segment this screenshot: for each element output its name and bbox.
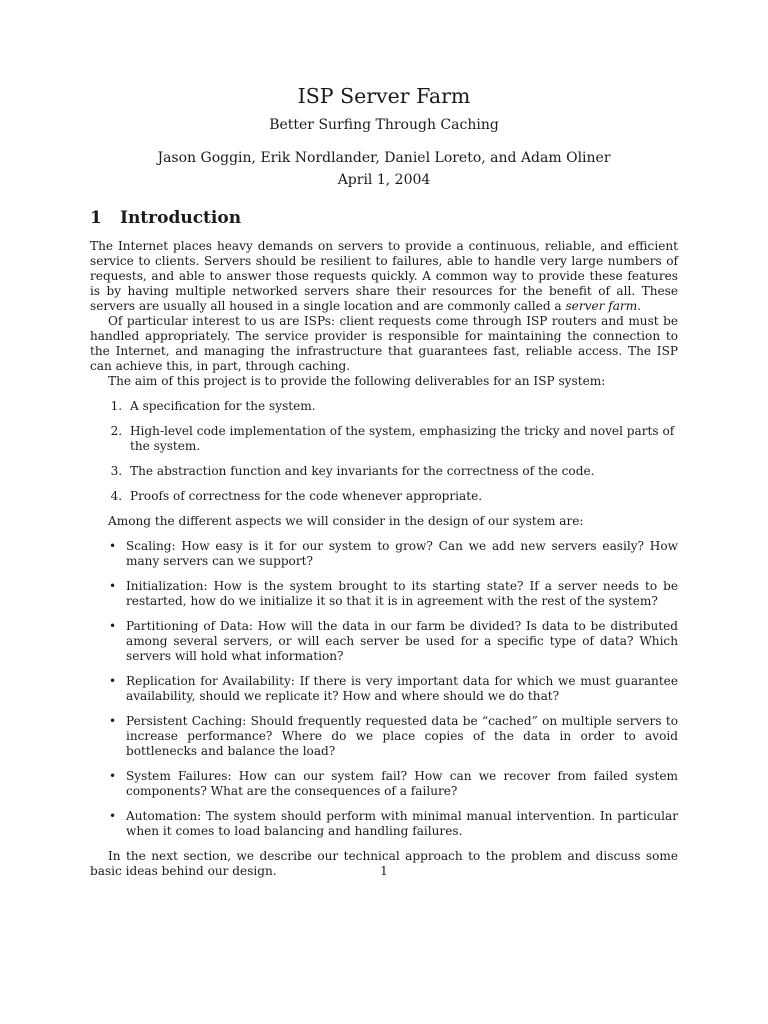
list-item	[109, 619, 678, 664]
list-item: 1. A specification for the system.	[126, 399, 678, 414]
aspects-intro: Among the different aspects we will consider in the design of our system are:	[108, 514, 584, 528]
intro-paragraph-1-end: .	[637, 299, 642, 313]
bullet-icon: •	[109, 539, 117, 553]
closing-paragraph: In the next section, we describe our technical approach to the problem and discuss some basic ideas behind our design.	[90, 849, 678, 878]
bullet-icon: •	[109, 579, 117, 593]
list-item	[109, 769, 678, 799]
list-item: 4. Proofs of correctness for the code whenever appropriate.	[126, 489, 678, 504]
aspect-text: Replication for Availability: If there is very important data for which we must guarantee availability, should we replicate it? How and where should we do that?	[126, 674, 678, 703]
list-item	[109, 539, 678, 569]
intro-paragraph-1-text: The Internet places heavy demands on servers to provide a continuous, reliable, and efficient service to clients. Servers should be resilient to failures, able to handle very large numbers of requests, and able to answer those requests quickly. A common way to provide these features is by having multiple networked servers share their resources for the benefit of all. These servers are usually all housed in a single location and are commonly called a	[90, 239, 678, 313]
list-item	[109, 579, 678, 609]
aspect-text: Persistent Caching: Should frequently requested data be “cached” on multiple servers to increase performance? Where do we place copies of the data in order to avoid bottlenecks and balance the load?	[126, 714, 678, 758]
bullet-icon: •	[109, 619, 117, 633]
section-heading	[90, 207, 678, 229]
bullet-icon: •	[109, 714, 117, 728]
paper-title: ISP Server Farm	[297, 84, 471, 108]
aspect-text: Automation: The system should perform with minimal manual intervention. In particular when it comes to load balancing and handling failures.	[126, 809, 678, 838]
deliverables-list	[90, 399, 678, 504]
aspect-text: Initialization: How is the system brought to its starting state? If a server needs to be restarted, how do we initialize it so that it is in agreement with the rest of the system?	[126, 579, 678, 608]
author-list: Jason Goggin, Erik Nordlander, Daniel Loreto, and Adam Oliner	[157, 150, 611, 166]
bullet-icon: •	[109, 769, 117, 783]
bullet-icon: •	[109, 809, 117, 823]
intro-paragraph-2: Of particular interest to us are ISPs: client requests come through ISP routers and must be handled appropriately. The service provider is responsible for maintaining the connection to the Internet, and managing the infrastructure that guarantees fast, reliable access. The ISP can achieve this, in part, through caching.	[90, 314, 678, 373]
page-number: 1	[380, 864, 388, 878]
intro-paragraph-1	[90, 239, 678, 314]
aspects-list	[90, 539, 678, 839]
list-item	[109, 674, 678, 704]
list-item: 3. The abstraction function and key invariants for the correctness of the code.	[126, 464, 678, 479]
intro-paragraph-3: The aim of this project is to provide the following deliverables for an ISP system:	[108, 374, 606, 388]
section-number: 1	[90, 208, 102, 228]
publication-date: April 1, 2004	[337, 172, 431, 188]
bullet-icon: •	[109, 674, 117, 688]
list-item: 2. High-level code implementation of the system, emphasizing the tricky and novel parts of the system.	[126, 424, 678, 454]
section-title: Introduction	[120, 208, 242, 228]
paper-page	[90, 84, 678, 879]
server-farm-term: server farm	[565, 299, 638, 313]
paper-subtitle: Better Surfing Through Caching	[269, 117, 499, 133]
list-item	[109, 809, 678, 839]
aspect-text: System Failures: How can our system fail? How can we recover from failed system components? What are the consequences of a failure?	[126, 769, 678, 798]
aspect-text: Partitioning of Data: How will the data in our farm be divided? Is data to be distributed among several servers, or will each server be used for a specific type of data? Which servers will hold what information?	[126, 619, 678, 663]
aspect-text: Scaling: How easy is it for our system to grow? Can we add new servers easily? How many servers can we support?	[126, 539, 678, 568]
list-item	[109, 714, 678, 759]
